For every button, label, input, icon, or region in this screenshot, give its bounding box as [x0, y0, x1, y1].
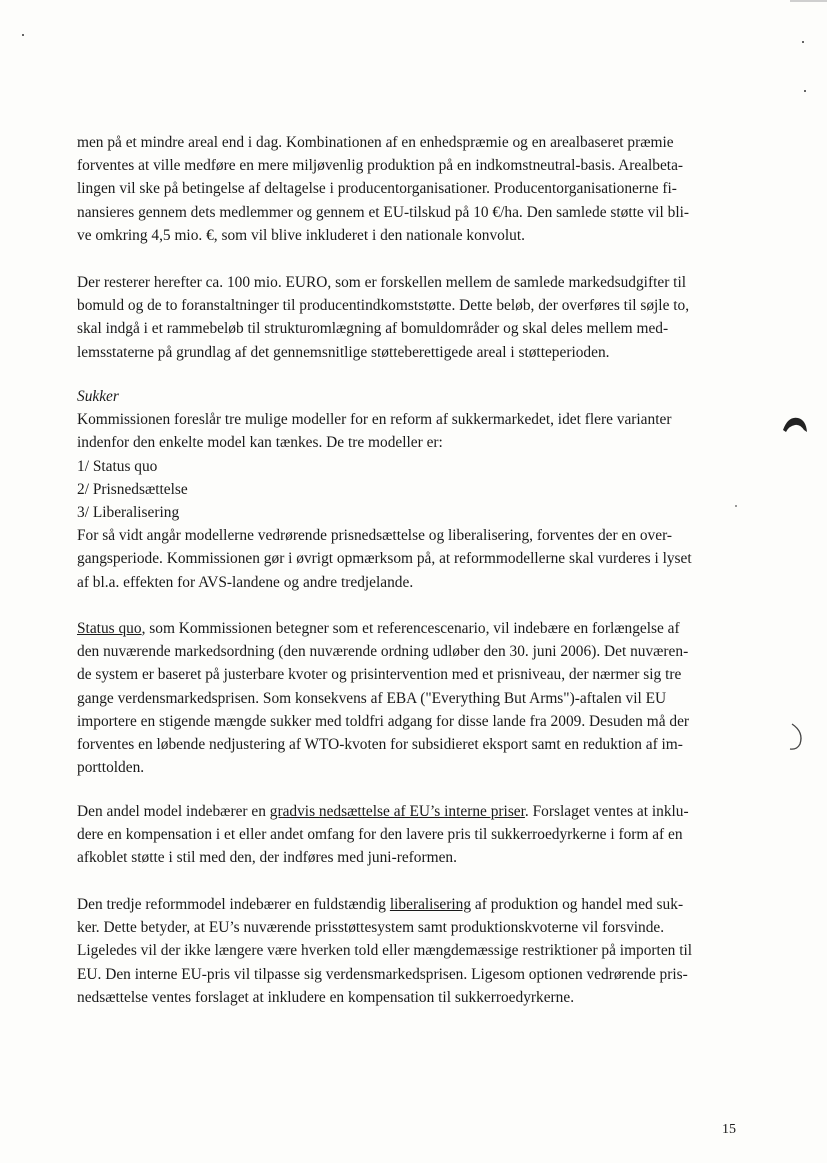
text-line: dere en kompensation i et eller andet omfang for den lavere pris til sukkerroedyrkerne i form af en: [77, 826, 683, 844]
text-line: For så vidt angår modellerne vedrørende prisnedsættelse og liberalisering, forventes der en over-: [77, 527, 673, 545]
text-line: lemsstaterne på grundlag af det gennemsnitlige støtteberettigede areal i støtteperioden.: [77, 343, 610, 361]
text-line: bomuld og de to foranstaltninger til producentindkomststøtte. Dette beløb, der overføres til søjle to,: [77, 297, 690, 315]
scan-speck: [735, 505, 737, 507]
underlined-term: liberalisering: [389, 896, 472, 913]
text-line: [77, 893, 752, 916]
text-line: lingen vil ske på betingelse af deltagelse i producentorganisationer. Producentorganisationerne fi-: [77, 180, 677, 198]
text-line: [77, 617, 752, 640]
text-line: de system er baseret på justerbare kvoter og prisintervention med et prisniveau, der nærmer sig tre: [77, 666, 682, 684]
text-line: 2/ Prisnedsættelse: [77, 480, 188, 498]
text-fragment: Den andel model indebærer en: [77, 803, 270, 820]
text-line: nedsættelse ventes forslaget at inkludere en kompensation til sukkerroedyrkerne.: [77, 988, 575, 1006]
underlined-term: gradvis nedsættelse af EU’s interne priser: [269, 803, 525, 820]
text-line: 3/ Liberalisering: [77, 504, 180, 522]
text-line: Kommissionen foreslår tre mulige modeller for en reform af sukkermarkedet, idet flere varianter: [77, 411, 672, 429]
text-line: 1/ Status quo: [77, 457, 158, 475]
text-line: indenfor den enkelte model kan tænkes. De tre modeller er:: [77, 434, 443, 452]
paragraph-prisnedsaettelse: [77, 800, 752, 870]
scan-speck: [22, 34, 24, 36]
text-fragment: . Forslaget ventes at inklu-: [524, 803, 689, 820]
text-line: porttolden.: [77, 759, 145, 777]
text-line: importere en stigende mængde sukker med toldfri adgang for disse lande fra 2009. Desuden må der: [77, 712, 690, 730]
text-line: [77, 800, 752, 823]
paragraph-liberalisering: [77, 893, 752, 1009]
paragraph-restbelob: [77, 271, 752, 364]
section-sukker: [77, 385, 752, 594]
text-line: skal indgå i et rammebeløb til strukturomlægning af bomuldområder og skal deles mellem med-: [77, 320, 669, 338]
text-fragment: af produktion og handel med suk-: [471, 896, 684, 913]
text-line: EU. Den interne EU-pris vil tilpasse sig verdensmarkedsprisen. Ligesom optionen vedrørende pris-: [77, 965, 688, 983]
scan-edge: [790, 0, 827, 2]
section-heading: Sukker: [77, 388, 119, 405]
hole-punch-icon: [780, 412, 810, 442]
text-line: gangsperiode. Kommissionen gør i øvrigt opmærksom på, at reformmodellerne skal vurderes i lyset: [77, 550, 692, 568]
scan-arc-icon: [788, 722, 808, 752]
text-line: forventes en løbende nedjustering af WTO-kvoten for subsidieret eksport samt en reduktion af im-: [77, 736, 683, 754]
text-line: den nuværende markedsordning (den nuværende ordning udløber den 30. juni 2006). Det nuværen-: [77, 643, 689, 661]
paragraph-arealbetaling: [77, 131, 752, 247]
text-line: nansieres gennem dets medlemmer og gennem et EU-tilskud på 10 €/ha. Den samlede støtte vil bli-: [77, 203, 690, 221]
text-fragment: , som Kommissionen betegner som et referencescenario, vil indebære en forlængelse af: [141, 620, 680, 637]
text-line: men på et mindre areal end i dag. Kombinationen af en enhedspræmie og en arealbaseret præmie: [77, 134, 674, 151]
underlined-term: Status quo: [77, 620, 142, 637]
text-line: ve omkring 4,5 mio. €, som vil blive inkluderet i den nationale konvolut.: [77, 226, 525, 244]
scan-speck: [804, 90, 806, 92]
text-line: af bl.a. effekten for AVS-landene og andre tredjelande.: [77, 573, 414, 591]
text-line: Der resterer herefter ca. 100 mio. EURO, som er forskellen mellem de samlede markedsudgifter til: [77, 274, 686, 291]
text-line: ker. Dette betyder, at EU’s nuværende prisstøttesystem samt produktionskvoterne vil forsvinde.: [77, 919, 665, 937]
text-line: gange verdensmarkedsprisen. Som konsekvens af EBA ("Everything But Arms")-aftalen vil EU: [77, 689, 667, 707]
text-line: afkoblet støtte i stil med den, der indføres med juni-reformen.: [77, 849, 457, 867]
text-fragment: Den tredje reformmodel indebærer en fuldstændig: [77, 896, 390, 913]
text-line: forventes at ville medføre en mere miljøvenlig produktion på en indkomstneutral-basis. Arealbeta-: [77, 157, 684, 175]
text-line: Ligeledes vil der ikke længere være hverken told eller mængdemæssige restriktioner på importen til: [77, 942, 693, 960]
paragraph-status-quo: [77, 617, 752, 779]
page-number: 15: [722, 1122, 736, 1137]
scan-speck: [802, 41, 804, 43]
